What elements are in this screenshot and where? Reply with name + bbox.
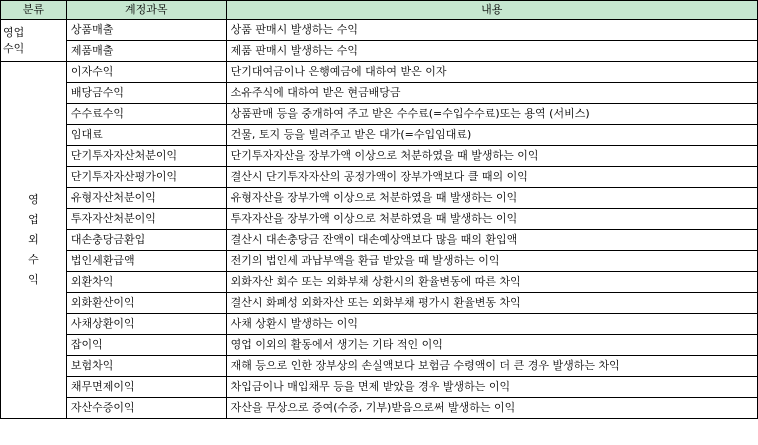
account-name-cell: 대손충당금환입 (66, 230, 226, 251)
category-label-line: 수익 (3, 41, 25, 55)
table-row (1, 314, 758, 335)
table-row (1, 62, 758, 83)
account-description-cell: 단기투자자산을 장부가액 이상으로 처분하였을 때 발생하는 이익 (226, 146, 757, 167)
account-name-cell: 법인세환급액 (66, 251, 226, 272)
account-description-cell: 자산을 무상으로 증여(수증, 기부)받음으로써 발생하는 이익 (226, 398, 757, 419)
account-description-cell: 사채 상환시 발생하는 이익 (226, 314, 757, 335)
category-label-line: 수 (28, 253, 39, 266)
table-row (1, 209, 758, 230)
table-row (1, 167, 758, 188)
category-label-line: 영 (28, 193, 39, 206)
header-row (1, 1, 758, 20)
table-row (1, 251, 758, 272)
header-category: 분류 (1, 1, 67, 20)
category-label-line: 업 (28, 213, 39, 226)
account-description-cell: 결산시 단기투자자산의 공정가액이 장부가액보다 클 때의 이익 (226, 167, 757, 188)
category-cell (1, 20, 67, 62)
account-name-cell: 제품매출 (66, 41, 226, 62)
table-row (1, 230, 758, 251)
account-description-cell: 차입금이나 매입채무 등을 면제 받았을 경우 발생하는 이익 (226, 377, 757, 398)
account-name-cell: 사채상환이익 (66, 314, 226, 335)
table-row (1, 83, 758, 104)
account-description-cell: 상품판매 등을 중개하여 주고 받은 수수료(=수입수수료)또는 용역 (서비스) (226, 104, 757, 125)
table-row (1, 20, 758, 41)
account-name-cell: 외환차익 (66, 272, 226, 293)
table-row (1, 398, 758, 419)
category-cell (1, 62, 67, 419)
account-name-cell: 상품매출 (66, 20, 226, 41)
table-row (1, 104, 758, 125)
category-label-line: 외 (28, 233, 39, 246)
table-row (1, 335, 758, 356)
header-content: 내용 (226, 1, 757, 20)
account-name-cell: 단기투자자산평가이익 (66, 167, 226, 188)
account-name-cell: 자산수증이익 (66, 398, 226, 419)
account-name-cell: 배당금수익 (66, 83, 226, 104)
table-row (1, 188, 758, 209)
account-description-cell: 영업 이외의 활동에서 생기는 기타 적인 이익 (226, 335, 757, 356)
table-row (1, 125, 758, 146)
account-name-cell: 보험차익 (66, 356, 226, 377)
account-description-cell: 전기의 법인세 과납부액을 환급 받았을 때 발생하는 이익 (226, 251, 757, 272)
account-description-cell: 단기대여금이나 은행예금에 대하여 받은 이자 (226, 62, 757, 83)
account-name-cell: 단기투자자산처분이익 (66, 146, 226, 167)
account-name-cell: 외화환산이익 (66, 293, 226, 314)
table-row (1, 377, 758, 398)
header-account: 계정과목 (66, 1, 226, 20)
account-name-cell: 투자자산처분이익 (66, 209, 226, 230)
table-row (1, 272, 758, 293)
account-name-cell: 채무면제이익 (66, 377, 226, 398)
account-description-cell: 소유주식에 대하여 받은 현금배당금 (226, 83, 757, 104)
account-description-cell: 재해 등으로 인한 장부상의 손실액보다 보험금 수령액이 더 큰 경우 발생하는 차익 (226, 356, 757, 377)
table-row (1, 356, 758, 377)
account-description-cell: 제품 판매시 발생하는 수익 (226, 41, 757, 62)
account-description-cell: 외화자산 회수 또는 외화부채 상환시의 환율변동에 따른 차익 (226, 272, 757, 293)
category-label-line: 익 (28, 273, 39, 286)
table-row (1, 146, 758, 167)
account-name-cell: 유형자산처분이익 (66, 188, 226, 209)
table-row (1, 41, 758, 62)
table-body (1, 20, 758, 419)
account-name-cell: 수수료수익 (66, 104, 226, 125)
account-description-cell: 건물, 토지 등을 빌려주고 받은 대가(=수입임대료) (226, 125, 757, 146)
account-name-cell: 임대료 (66, 125, 226, 146)
account-name-cell: 잡이익 (66, 335, 226, 356)
account-name-cell: 이자수익 (66, 62, 226, 83)
account-description-cell: 상품 판매시 발생하는 수익 (226, 20, 757, 41)
account-description-cell: 결산시 화폐성 외화자산 또는 외화부채 평가시 환율변동 차익 (226, 293, 757, 314)
category-label-line: 영업 (3, 25, 25, 39)
account-description-cell: 투자자산을 장부가액 이상으로 처분하였을 때 발생하는 이익 (226, 209, 757, 230)
account-description-cell: 유형자산을 장부가액 이상으로 처분하였을 때 발생하는 이익 (226, 188, 757, 209)
table-row (1, 293, 758, 314)
account-description-cell: 결산시 대손충당금 잔액이 대손예상액보다 많을 때의 환입액 (226, 230, 757, 251)
